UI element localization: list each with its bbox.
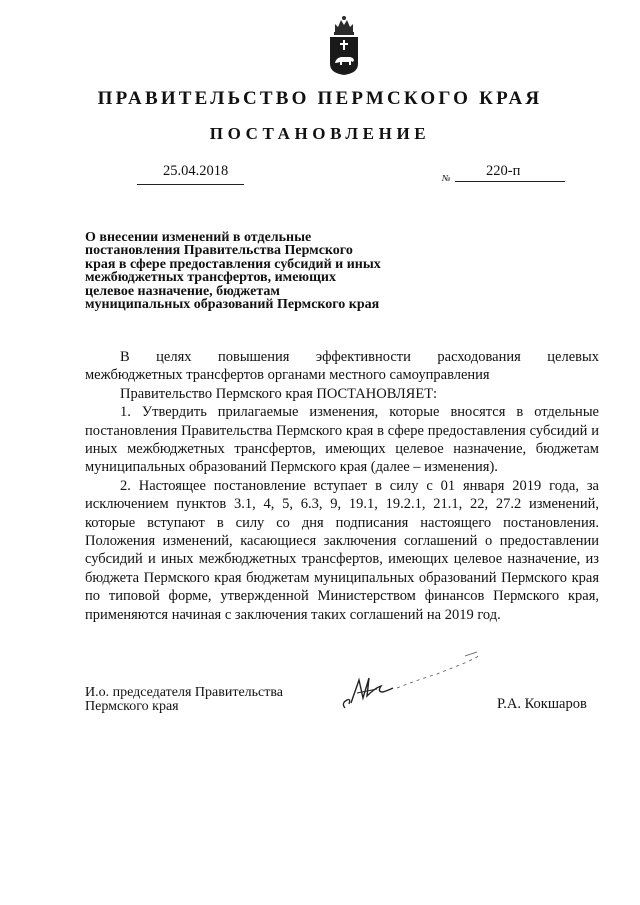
intro-line: В целях повышения эффективности расходования целевых [120, 349, 599, 365]
document-number: 220-п [486, 163, 521, 179]
intro-line: межбюджетных трансфертов органами местного самоуправления [85, 367, 490, 384]
subject-line: целевое назначение, бюджетам [85, 283, 280, 299]
handwritten-signature [337, 648, 487, 718]
item-2: 2. Настоящее постановление вступает в силу с 01 января 2019 года, за исключением пунктов 3.1, 4, 5, 6.3, 9, 19.1, 19.2.1, 21.1, 22, 27.2 изменений, которые вступают в силу со дня подписания настоящего постановления. Положения изменений, касающиеся заключения соглашений о предоставлении субсидий и иных межбюджетных трансфертов, имеющих целевое назначение, из бюджета Пермского края бюджетам муниципальных образований Пермского края по типовой форме, утвержденной Министерством финансов Пермского края, применяются начиная с заключения таких соглашений на 2019 год. [85, 477, 599, 623]
date-underline [137, 184, 244, 185]
document-subject [85, 231, 415, 311]
number-sign: № [442, 173, 451, 183]
government-title: ПРАВИТЕЛЬСТВО ПЕРМСКОГО КРАЯ [97, 88, 543, 109]
signatory-name: Р.А. Кокшаров [497, 696, 587, 712]
document-type: ПОСТАНОВЛЕНИЕ [209, 124, 431, 143]
decree-line: Правительство Пермского края ПОСТАНОВЛЯЕТ: [120, 385, 438, 402]
document-body [85, 348, 599, 624]
subject-line: межбюджетных трансфертов, имеющих [85, 270, 336, 286]
signatory-position [85, 686, 283, 714]
position-line: Пермского края [85, 699, 179, 714]
position-line: И.о. председателя Правительства [85, 685, 284, 700]
document-date: 25.04.2018 [163, 163, 229, 179]
subject-line: О внесении изменений в отдельные [85, 230, 312, 245]
number-underline [455, 181, 565, 182]
subject-line: постановления Правительства Пермского [85, 243, 353, 259]
subject-line: края в сфере предоставления субсидий и иных [85, 256, 381, 272]
subject-line: муниципальных образований Пермского края [85, 297, 380, 313]
coat-of-arms-icon [327, 14, 361, 76]
item-1: 1. Утвердить прилагаемые изменения, которые вносятся в отдельные постановления Правительства Пермского края в сфере предоставления субсидий и иных межбюджетных трансфертов, имеющих целевое назначение, бюджетам муниципальных образований Пермского края (далее – изменения). [85, 404, 599, 476]
